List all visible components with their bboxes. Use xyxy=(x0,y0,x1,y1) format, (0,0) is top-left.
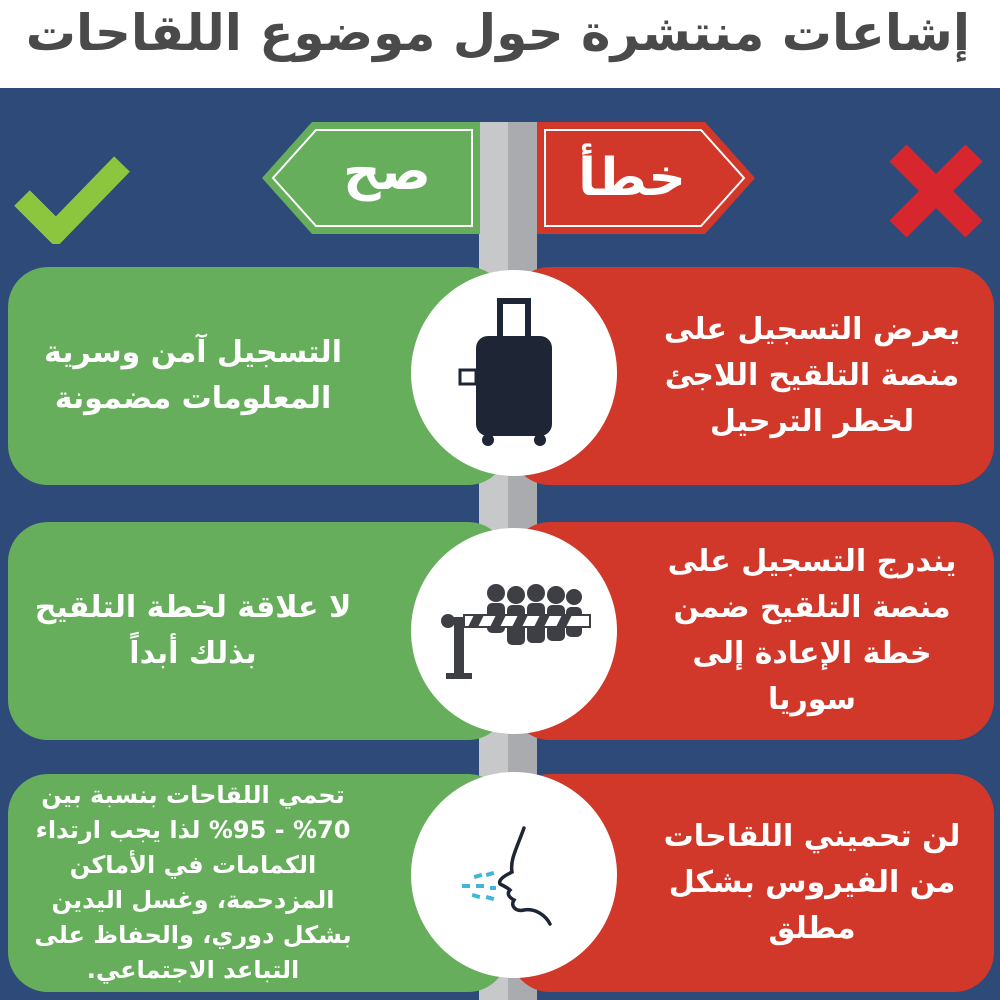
icon-circle-1 xyxy=(411,270,617,476)
true-text-3: تحمي اللقاحات بنسبة بين 70% - 95% لذا يجب ارتداء الكمامات في الأماكن المزدحمة، وغسل اليدين بشكل دوري، والحفاظ على التباعد الاجتماعي. xyxy=(34,781,352,984)
suitcase-icon xyxy=(454,298,574,448)
true-text-2: لا علاقة لخطة التلقيح بذلك أبداً xyxy=(34,590,352,671)
true-text-1: التسجيل آمن وسرية المعلومات مضمونة xyxy=(44,335,342,416)
sneeze-icon xyxy=(454,820,574,930)
check-icon xyxy=(12,152,130,244)
true-sign xyxy=(262,122,480,234)
header xyxy=(0,0,1000,88)
false-sign-label: خطأ xyxy=(578,148,686,208)
false-text-2: يندرج التسجيل على منصة التلقيح ضمن خطة الإعادة إلى سوريا xyxy=(667,544,957,717)
false-text-1: يعرض التسجيل على منصة التلقيح اللاجئ لخطر الترحيل xyxy=(663,312,961,439)
cross-icon xyxy=(886,143,986,239)
icon-circle-2 xyxy=(411,528,617,734)
false-sign xyxy=(537,122,755,234)
border-barrier-icon xyxy=(434,581,594,681)
page-title: إشاعات منتشرة حول موضوع اللقاحات xyxy=(25,4,970,62)
false-text-3: لن تحميني اللقاحات من الفيروس بشكل مطلق xyxy=(663,819,961,946)
true-sign-label: صح xyxy=(343,142,431,202)
icon-circle-3 xyxy=(411,772,617,978)
